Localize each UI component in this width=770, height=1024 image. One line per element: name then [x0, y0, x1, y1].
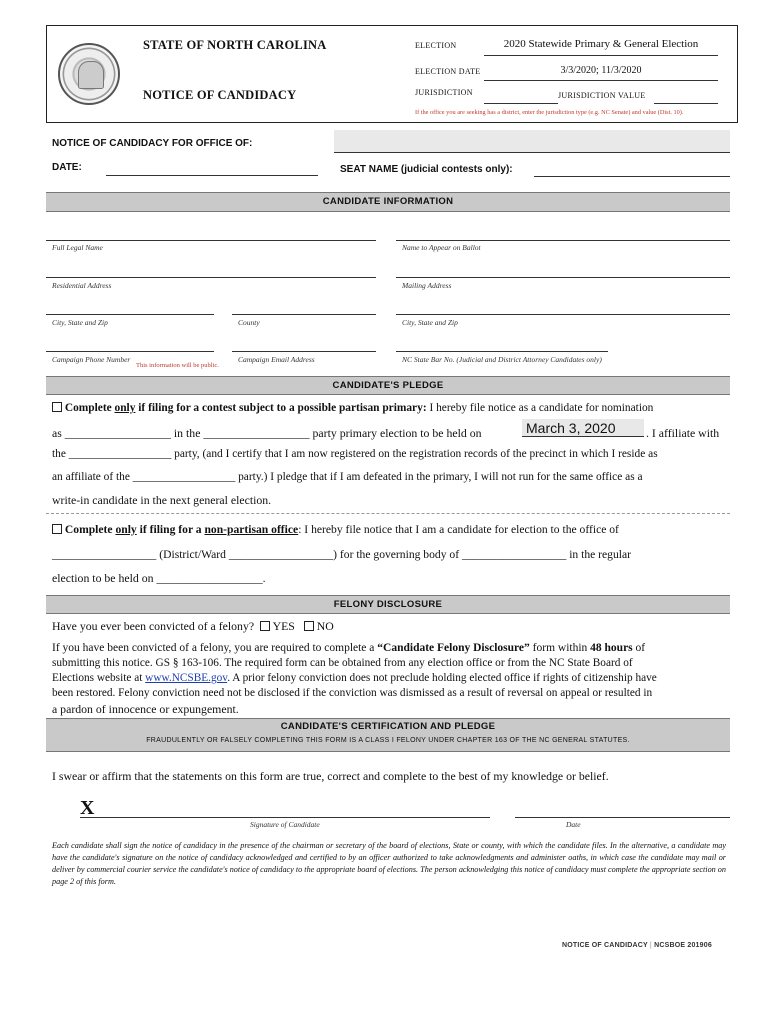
jurisdiction-type-field[interactable] — [484, 103, 558, 104]
partisan-text1: I hereby file notice as a candidate for nomination — [426, 402, 654, 414]
ballot-name-field[interactable] — [396, 240, 730, 241]
seat-label: SEAT NAME (judicial contests only): — [340, 164, 513, 175]
seat-field[interactable] — [534, 176, 730, 177]
office-field[interactable] — [334, 130, 730, 152]
public-note: This information will be public. — [136, 362, 219, 369]
nonpartisan-line3: election to be held on __________________. — [52, 571, 266, 585]
footer-sep: | — [649, 942, 652, 949]
footer — [562, 942, 712, 949]
felony-p3b: . A prior felony conviction does not preclude holding elected office if rights of citizenship have — [227, 672, 657, 684]
date-field[interactable] — [106, 175, 318, 176]
certification-warning: FRAUDULENTLY OR FALSELY COMPLETING THIS FORM IS A CLASS I FELONY UNDER CHAPTER 163 OF THE NC GENERAL STATUTES. — [146, 737, 630, 744]
certification-header-bar — [46, 718, 730, 752]
partisan-bold2: if filing for a contest subject to a possible partisan primary: — [135, 402, 427, 414]
jurisdiction-label: JURISDICTION — [415, 88, 473, 97]
state-title: STATE OF NORTH CAROLINA — [143, 38, 327, 52]
footer-left: NOTICE OF CANDIDACY — [562, 942, 648, 949]
mailing-label: Mailing Address — [402, 281, 452, 290]
partisan-line3: the __________________ party, (and I certify that I am now registered on the registration records of the precinct in which I reside as — [52, 448, 658, 460]
email-field[interactable] — [232, 351, 376, 352]
email-label: Campaign Email Address — [238, 355, 315, 364]
signature-field[interactable] — [80, 817, 490, 818]
residential-label: Residential Address — [52, 281, 112, 290]
np-bold2: if filing for a — [136, 523, 205, 536]
pledge-divider — [46, 513, 730, 514]
ncsbe-link[interactable]: www.NCSBE.gov — [145, 672, 228, 684]
jurisdiction-value-field[interactable] — [654, 103, 718, 104]
felony-question-row — [52, 619, 334, 634]
jurisdiction-note: If the office you are seeking has a district, enter the jurisdiction type (e.g. NC Senate) and value (Dist. 10). — [415, 109, 684, 116]
felony-no-label: NO — [316, 619, 334, 633]
felony-p1d: 48 hours — [590, 642, 633, 654]
election-value[interactable]: 2020 Statewide Primary & General Election — [503, 38, 699, 50]
election-line — [484, 55, 718, 56]
city1-field[interactable] — [46, 314, 214, 315]
partisan-line2a: as __________________ in the __________________ party primary election to be held on — [52, 426, 482, 440]
ballot-name-label: Name to Appear on Ballot — [402, 243, 481, 252]
date-label: DATE: — [52, 162, 82, 173]
office-line — [334, 152, 730, 153]
felony-question: Have you ever been convicted of a felony? — [52, 619, 255, 633]
partisan-line2b: . I affiliate with — [646, 426, 720, 440]
felony-p1e: of — [632, 642, 646, 654]
election-label: ELECTION — [415, 41, 457, 50]
jurisdiction-value-label: JURISDICTION VALUE — [558, 91, 646, 100]
primary-date-field[interactable]: March 3, 2020 — [522, 419, 644, 437]
partisan-line5: write-in candidate in the next general election. — [52, 493, 272, 507]
nonpartisan-checkbox[interactable] — [52, 524, 62, 534]
state-seal-icon — [58, 43, 120, 105]
full-name-field[interactable] — [46, 240, 376, 241]
certification-header: CANDIDATE'S CERTIFICATION AND PLEDGE — [280, 721, 496, 732]
city2-label: City, State and Zip — [402, 318, 458, 327]
candidate-info-header: CANDIDATE INFORMATION — [46, 192, 730, 212]
partisan-line4: an affiliate of the __________________ party.) I pledge that if I am defeated in the primary, I will not run for the same office as a — [52, 471, 643, 483]
signature-date-field[interactable] — [515, 817, 730, 818]
phone-label: Campaign Phone Number — [52, 355, 131, 364]
np-office: non-partisan office — [204, 523, 299, 536]
signature-label: Signature of Candidate — [250, 820, 320, 829]
election-date-line — [484, 80, 718, 81]
city1-label: City, State and Zip — [52, 318, 108, 327]
election-date-value[interactable]: 3/3/2020; 11/3/2020 — [560, 65, 642, 76]
felony-p1b: “Candidate Felony Disclosure” — [377, 642, 530, 654]
footer-right: NCSBOE 201906 — [654, 942, 712, 949]
bar-no-label: NC State Bar No. (Judicial and District Attorney Candidates only) — [402, 355, 602, 364]
notice-title: NOTICE OF CANDIDACY — [143, 88, 297, 102]
signature-date-label: Date — [566, 820, 581, 829]
swear-text: I swear or affirm that the statements on this form are true, correct and complete to the best of my knowledge or belief. — [52, 769, 609, 783]
felony-p3 — [52, 672, 657, 684]
felony-p4: been restored. Felony conviction need not be disclosed if the conviction was dismissed as a result of reversal on appeal or resulted in — [52, 687, 653, 699]
felony-p1c: form within — [529, 642, 591, 654]
felony-p1a: If you have been convicted of a felony, you are required to complete a — [52, 642, 378, 654]
primary-date-line — [522, 436, 644, 437]
partisan-checkbox[interactable] — [52, 402, 62, 412]
election-date-label: ELECTION DATE — [415, 67, 481, 76]
felony-yes-checkbox[interactable] — [260, 621, 270, 631]
felony-p1 — [52, 642, 645, 654]
np-bold1: Complete — [64, 523, 116, 536]
pledge-header: CANDIDATE'S PLEDGE — [46, 376, 730, 395]
np-only: only — [115, 523, 137, 536]
full-name-label: Full Legal Name — [52, 243, 103, 252]
felony-p3a: Elections website at — [52, 672, 146, 684]
county-label: County — [238, 318, 260, 327]
partisan-line1 — [52, 402, 653, 414]
mailing-field[interactable] — [396, 277, 730, 278]
partisan-only: only — [114, 402, 136, 414]
footnote: Each candidate shall sign the notice of candidacy in the presence of the chairman or secretary of the board of elections, State or county, with which the candidate files. In the alternative, a candidate may have the candidate's signature on the notice of candidacy acknowledged and certified to by an officer authorized to take acknowledgments and administer oaths, in which case the candidate may mail or deliver by commercial courier service the candidate's notice of candidacy to the appropriate board of elections. The person acknowledging this notice of candidacy must complete the appropriate section on page 2 of this form. — [52, 841, 726, 886]
city2-field[interactable] — [396, 314, 730, 315]
residential-field[interactable] — [46, 277, 376, 278]
np-text: : I hereby file notice that I am a candidate for election to the office of — [298, 523, 619, 536]
partisan-bold1: Complete — [64, 402, 115, 414]
office-label: NOTICE OF CANDIDACY FOR OFFICE OF: — [52, 138, 253, 149]
county-field[interactable] — [232, 314, 376, 315]
phone-field[interactable] — [46, 351, 214, 352]
nonpartisan-line2: __________________ (District/Ward __________________) for the governing body of __________________ in the regular — [52, 548, 631, 561]
felony-yes-label: YES — [272, 619, 295, 633]
signature-x: X — [80, 797, 95, 819]
felony-p5: a pardon of innocence or expungement. — [52, 702, 239, 716]
felony-no-checkbox[interactable] — [304, 621, 314, 631]
nonpartisan-line1 — [52, 523, 619, 536]
felony-header: FELONY DISCLOSURE — [46, 595, 730, 614]
felony-p2: submitting this notice. GS § 163-106. The required form can be obtained from any election office or from the NC State Board of — [52, 657, 633, 669]
bar-no-field[interactable] — [396, 351, 608, 352]
